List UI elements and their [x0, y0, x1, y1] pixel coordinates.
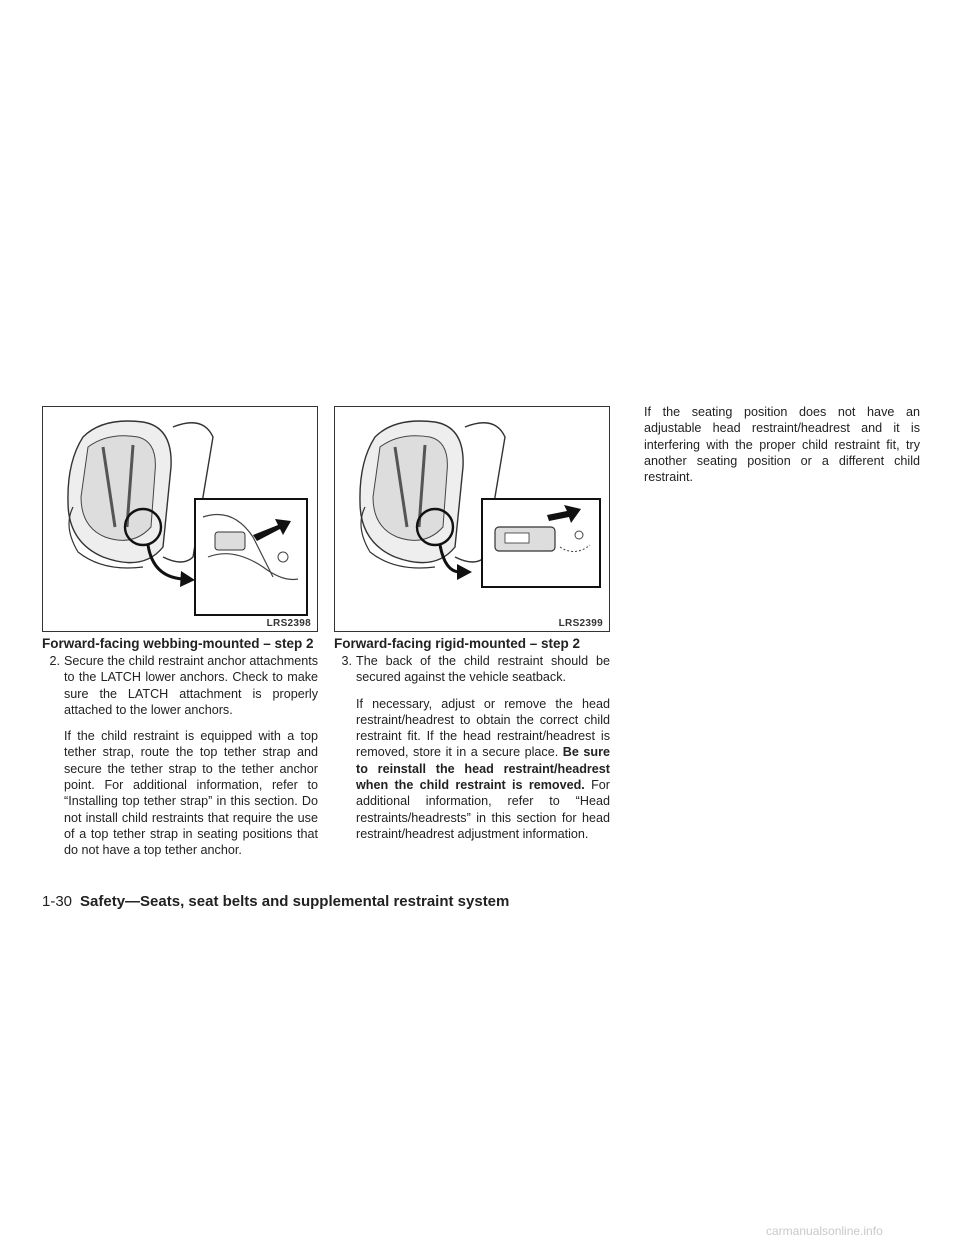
child-seat-webbing-illustration: [43, 407, 317, 631]
paragraph: [356, 696, 610, 843]
step-item: [334, 653, 610, 686]
figure-code: LRS2398: [266, 618, 311, 629]
step-text: The back of the child restraint should be secured against the vehicle seatback.: [356, 654, 610, 685]
section-title: Safety—Seats, seat belts and supplemental restraint system: [80, 893, 510, 910]
column-right: [644, 404, 920, 485]
step-text: Secure the child restraint anchor attachments to the LATCH lower anchors. Check to make sure the LATCH attachment is properly attached to the lower anchors.: [64, 654, 318, 717]
step-item: [42, 653, 318, 718]
page-number: 1-30: [42, 893, 73, 910]
column-left: [42, 406, 318, 859]
paragraph-text: If necessary, adjust or remove the head restraint/headrest to obtain the correct child restraint fit. If the head restraint/headrest is removed, store it in a secure place.: [356, 696, 610, 760]
figure-caption: Forward-facing webbing-mounted – step 2: [42, 636, 314, 651]
paragraph: If the child restraint is equipped with a top tether strap, route the top tether strap and secure the tether strap to the tether anchor point. For additional information, refer to “Installing top tether strap” in this section. Do not install child restraints that require the use of a top tether strap in seating positions that do not have a top tether anchor.: [64, 729, 318, 858]
figure-caption: Forward-facing rigid-mounted – step 2: [334, 636, 581, 651]
warning-text: Be sure to reinstall the head restraint/headrest when the child restraint is removed.: [356, 745, 611, 793]
figure-webbing-mounted: [42, 406, 318, 632]
column-middle: [334, 406, 610, 842]
figure-rigid-mounted: [334, 406, 610, 632]
step-number: 2.: [49, 654, 60, 668]
figure-code: LRS2399: [558, 618, 603, 629]
watermark: carmanualsonline.info: [766, 1224, 883, 1238]
paragraph: If the seating position does not have an adjustable head restraint/headrest and it is interfering with the proper child restraint fit, try another seating position or a different child restraint.: [644, 405, 920, 485]
step-number: 3.: [341, 654, 352, 668]
paragraph-text: For additional information, refer to “Head restraints/headrests” in this section for head restraint/headrest adjustment information.: [356, 778, 610, 841]
child-seat-rigid-illustration: [335, 407, 609, 631]
page-footer: [42, 893, 509, 910]
